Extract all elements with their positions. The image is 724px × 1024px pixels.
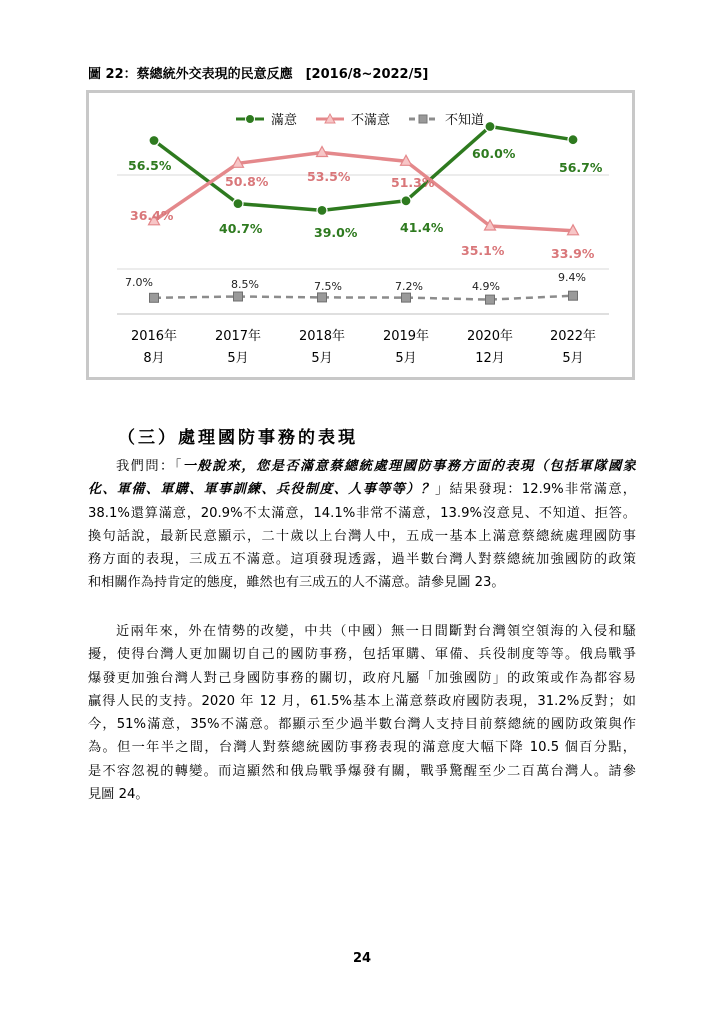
body-text: 是不容忽視的轉變。而這顯然和俄烏戰爭爆發有關，戰爭驚醒至少二百萬台灣人。請參: [88, 763, 636, 779]
body-text: 換句話說，最新民意顯示，二十歲以上台灣人中，五成一基本上滿意蔡總統處理國防事: [88, 528, 636, 544]
x-tick-label: 2017年: [214, 329, 262, 344]
data-point: [149, 136, 159, 146]
data-point: [150, 293, 159, 302]
data-label: 56.5%: [128, 158, 172, 173]
body-text: 今，51%滿意，35%不滿意。都顯示至少過半數台灣人支持目前蔡總統的國防政策與作: [88, 717, 636, 733]
data-point: [318, 293, 327, 302]
x-tick-label: 2022年: [549, 329, 597, 344]
data-point: [233, 199, 243, 209]
x-tick-label: 2020年: [466, 329, 514, 344]
paragraph-line: [88, 643, 636, 666]
legend-marker: [419, 115, 427, 123]
legend-label: 滿意: [271, 113, 298, 128]
question-text: 一般說來，您是否滿意蔡總統處理國防事務方面的表現（包括軍隊國家: [182, 459, 636, 474]
paragraph-2: [88, 620, 636, 806]
legend-marker: [246, 115, 255, 124]
x-tick-label: 2018年: [298, 329, 346, 344]
paragraph-line: [88, 548, 636, 571]
legend-label: 不滿意: [351, 113, 391, 128]
x-tick-label: 5月: [562, 351, 584, 366]
body-text: 爆發更加強台灣人對己身國防事務的關切，政府凡屬「加強國防」的政策或作為都容易: [88, 670, 636, 686]
x-tick-label: 12月: [475, 351, 505, 366]
data-point: [317, 205, 327, 215]
legend-label: 不知道: [445, 113, 485, 128]
data-label: 8.5%: [231, 278, 259, 291]
data-point: [486, 295, 495, 304]
paragraph-1: [88, 455, 636, 595]
paragraph-line: [88, 667, 636, 690]
data-point: [568, 135, 578, 145]
data-label: 51.3%: [391, 175, 435, 190]
x-tick-label: 5月: [227, 351, 249, 366]
data-point: [234, 292, 243, 301]
x-tick-label: 2019年: [382, 329, 430, 344]
section-heading: （三）處理國防事務的表現: [118, 428, 358, 448]
data-label: 7.2%: [395, 280, 423, 293]
body-text: 和相關作為持肯定的態度，雖然也有三成五的人不滿意。請參見圖 23。: [88, 575, 505, 591]
data-point: [485, 122, 495, 132]
body-text: 務方面的表現，三成五不滿意。這項發現透露，過半數台灣人對蔡總統加強國防的政策: [88, 552, 636, 568]
data-label: 36.4%: [130, 208, 174, 223]
paragraph-line: [88, 783, 636, 806]
data-label: 56.7%: [559, 160, 603, 175]
paragraph-line: [88, 571, 636, 594]
figure-title: 圖 22：蔡總統外交表現的民意反應 [2016/8~2022/5]: [88, 67, 429, 82]
data-point: [401, 196, 411, 206]
data-point: [569, 291, 578, 300]
data-label: 50.8%: [225, 174, 269, 189]
data-label: 9.4%: [558, 271, 586, 284]
paragraph-line: [88, 736, 636, 759]
paragraph-line: [88, 713, 636, 736]
data-label: 60.0%: [472, 146, 516, 161]
x-tick-label: 2016年: [130, 329, 178, 344]
data-point: [402, 293, 411, 302]
body-text: 贏得人民的支持。2020 年 12 月，61.5%基本上滿意蔡政府國防表現，31.2%反對；如: [88, 693, 636, 709]
data-label: 39.0%: [314, 225, 358, 240]
x-tick-label: 5月: [395, 351, 417, 366]
body-text: 擾，使得台灣人更加關切自己的國防事務，包括軍購、軍備、兵役制度等等。俄烏戰爭: [88, 647, 636, 663]
paragraph-line: [88, 478, 636, 501]
data-label: 4.9%: [472, 280, 500, 293]
paragraph-line: [88, 760, 636, 783]
x-tick-label: 8月: [143, 351, 165, 366]
body-text: 我們問：「: [116, 459, 183, 474]
body-text: 為。但一年半之間，台灣人對蔡總統國防事務表現的滿意度大幅下降 10.5 個百分點，: [88, 740, 636, 756]
data-label: 40.7%: [219, 221, 263, 236]
line-chart: [89, 93, 632, 377]
body-text: 」結果發現：12.9%非常滿意，: [435, 482, 636, 498]
paragraph-line: [88, 455, 636, 478]
series-line-3: [154, 296, 573, 300]
data-label: 7.0%: [125, 276, 153, 289]
x-tick-label: 5月: [311, 351, 333, 366]
paragraph-line: [88, 690, 636, 713]
body-text: 見圖 24。: [88, 787, 149, 803]
paragraph-line: [88, 620, 636, 643]
data-label: 41.4%: [400, 220, 444, 235]
question-text: 化、軍備、軍購、軍事訓練、兵役制度、人事等等）？: [88, 482, 436, 498]
paragraph-line: [88, 525, 636, 548]
page-number: 24: [352, 951, 372, 966]
paragraph-line: [88, 502, 636, 525]
body-text: 近兩年來，外在情勢的改變，中共（中國）無一日間斷對台灣領空領海的入侵和騷: [116, 624, 636, 639]
data-label: 7.5%: [314, 280, 342, 293]
chart-frame: [86, 90, 635, 380]
data-label: 33.9%: [551, 246, 595, 261]
series-line-2: [154, 153, 573, 231]
series-line-1: [154, 127, 573, 211]
body-text: 38.1%還算滿意，20.9%不太滿意，14.1%非常不滿意，13.9%沒意見、不知道、拒答。: [88, 505, 636, 521]
data-label: 53.5%: [307, 169, 351, 184]
data-label: 35.1%: [461, 243, 505, 258]
